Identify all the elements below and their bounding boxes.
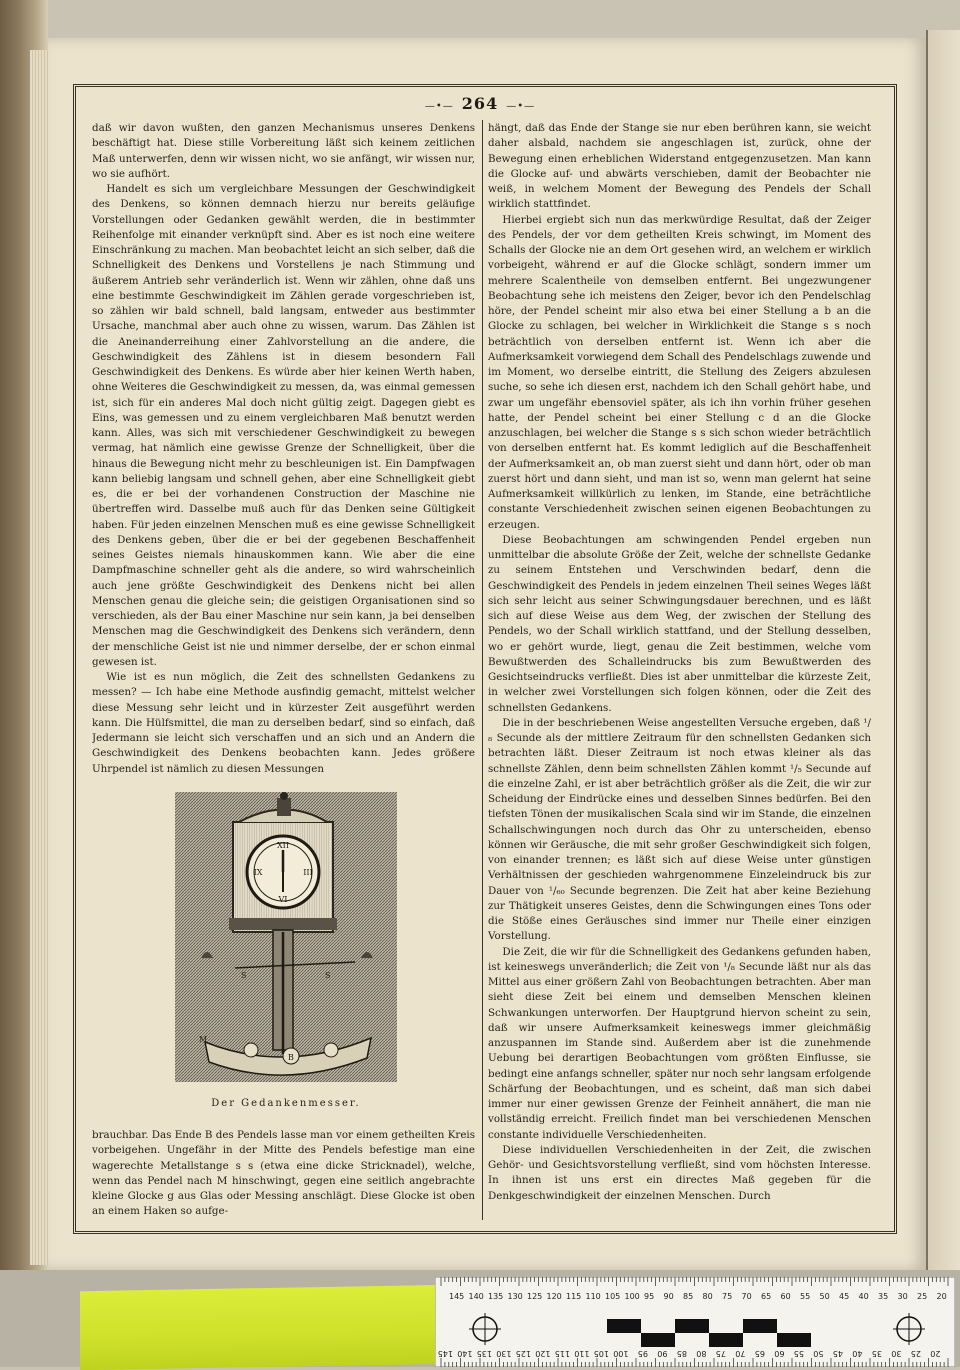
scale-block	[709, 1333, 743, 1347]
ornament-right: —•—	[506, 101, 536, 112]
scale-label: 110	[574, 1349, 590, 1358]
scale-label: 35	[871, 1349, 882, 1358]
scale-label: 140	[457, 1349, 473, 1358]
svg-text:M: M	[199, 1035, 208, 1044]
scale-label: 85	[676, 1349, 687, 1358]
scale-label: 80	[696, 1349, 707, 1358]
scale-label: 30	[891, 1349, 902, 1358]
scale-block	[743, 1319, 777, 1333]
scale-label: 60	[774, 1349, 785, 1358]
scale-label: 95	[644, 1292, 655, 1301]
scale-label: 140	[468, 1292, 484, 1301]
scale-label: 75	[722, 1292, 733, 1301]
scale-label: 125	[527, 1292, 543, 1301]
scale-label: 115	[554, 1349, 570, 1358]
scale-label: 130	[507, 1292, 523, 1301]
scale-block	[607, 1319, 641, 1333]
paragraph: daß wir davon wußten, den ganzen Mechanismus unseres Denkens beschäftigt hat. Diese stille Vorbereitung läßt sich keinem zeitlichen Maß unterwerfen, denn wir wissen nicht, wo sie anfängt, wir wissen nur, wo sie aufhört.	[92, 122, 475, 180]
facing-page-edge	[926, 30, 960, 1270]
page-number	[0, 94, 960, 113]
paragraph: Diese individuellen Verschiedenheiten in der Zeit, die zwischen Gehör- und Gesichtsvorstellung verfließt, sind vom höchsten Interesse. In ihnen ist uns erst ein directes Maß gegeben für die Denkgeschwindigkeit der einzelnen Menschen. Durch	[488, 1143, 871, 1202]
left-column-top	[92, 121, 475, 787]
scale-label: 25	[910, 1349, 921, 1358]
svg-text:XII: XII	[276, 841, 290, 850]
figure-thought-meter	[175, 792, 397, 1090]
scale-label: 50	[819, 1292, 830, 1301]
scale-label: 125	[515, 1349, 531, 1358]
paragraph: brauchbar. Das Ende B des Pendels lasse man vor einem getheilten Kreis vorbeigehen. Ungefähr in der Mitte des Pendels befestige man eine wagerechte Metallstange s s (etwa eine dicke Stricknadel), welche, wenn das Pendel nach M hinschwingt, gegen eine seitlich angebrachte kleine Glocke g aus Glas oder Messing anschlägt. Diese Glocke ist oben an einem Haken so aufge-	[92, 1129, 475, 1218]
scale-label: 55	[793, 1349, 804, 1358]
scale-label: 55	[800, 1292, 811, 1301]
page-number-text: 264	[461, 94, 499, 113]
scale-label: 100	[624, 1292, 640, 1301]
scale-label: 65	[761, 1292, 772, 1301]
pendulum-clock-engraving	[175, 792, 397, 1082]
measuring-scale	[435, 1277, 955, 1367]
paragraph: hängt, daß das Ende der Stange sie nur eben berühren kann, sie weicht daher alsbald, nachdem sie angeschlagen ist, zurück, ohne der Bewegung einen erheblichen Widerstand entgegenzusetzen. Man kann die Glocke auf- und abwärts verschieben, damit der Beobachter nie weiß, in welchem Moment der Bewegung des Pendels der Schall wirklich stattfindet.	[488, 122, 871, 211]
column-rule	[482, 120, 483, 1220]
scale-label: 40	[852, 1349, 863, 1358]
scale-label: 120	[546, 1292, 562, 1301]
scale-label: 80	[702, 1292, 713, 1301]
scale-label: 60	[780, 1292, 791, 1301]
svg-text:S: S	[325, 971, 331, 980]
scale-label: 70	[735, 1349, 746, 1358]
scale-label: 35	[878, 1292, 889, 1301]
svg-text:III: III	[303, 868, 313, 877]
scale-label: 135	[476, 1349, 492, 1358]
scale-label: 90	[663, 1292, 674, 1301]
scale-label: 30	[897, 1292, 908, 1301]
svg-text:IX: IX	[253, 868, 263, 877]
paragraph: Diese Beobachtungen am schwingenden Pendel ergeben nun unmittelbar die absolute Größe der Zeit, welche der schnellste Gedanke zu seinem Entstehen und Verschwinden bedarf, denn die Geschwindigkeit des Pendels in jedem einzelnen Theil seines Weges läßt sich sehr leicht aus seiner Schwingungsdauer berechnen, und es läßt sich auf diese Weise aus dem Weg, der zwischen der Stellung des Pendels, wo der Schall wirklich stattfand, und der Stellung desselben, wo er gehört wurde, liegt, genau die Zeit bestimmen, welche vom Bewußtwerden des Schalleindrucks bis zum Bewußtwerden des Gesichtseindrucks verfließt. Dies ist aber unmittelbar die kürzeste Zeit, in welcher zwei Vorstellungen sich folgen können, oder die Zeit des schnellsten Gedankens.	[488, 533, 871, 714]
left-column-bottom	[92, 1128, 475, 1220]
scale-label: 135	[488, 1292, 504, 1301]
scale-label: 110	[585, 1292, 601, 1301]
figure-caption: Der Gedankenmesser.	[211, 1098, 361, 1109]
scale-label: 75	[715, 1349, 726, 1358]
scale-label: 100	[613, 1349, 629, 1358]
svg-text:S: S	[241, 971, 247, 980]
svg-text:VI: VI	[278, 895, 288, 904]
paragraph: Die in der beschriebenen Weise angestellten Versuche ergeben, daß ¹/₈ Secunde als der mittlere Zeitraum für den schnellsten Gedanken sich betrachten läßt. Dieser Zeitraum ist noch etwas kleiner als das schnellste Zählen, denn beim schnellsten Zählen kommt ¹/₅ Secunde auf die einzelne Zahl, er ist aber beträchtlich größer als die Zeit, die wir zur Scheidung der Eindrücke eines und desselben Sinnes bedürfen. Bei den tiefsten Tönen der musikalischen Scala sind wir im Stande, die einzelnen Schallschwingungen noch durch das Ohr zu unterscheiden, ebenso können wir Geräusche, die mit sehr großer Geschwindigkeit sich folgen, von einander trennen; es läßt sich auf diese Weise unter günstigen Verhältnissen der geschieden wahrgenommene Einzeleindruck bis zur Dauer von ¹/₆₀ Secunde begrenzen. Die Zeit hat aber keine Beziehung zur Thätigkeit unseres Geistes, denn die Schwingungen eines Tons oder die Stöße eines Geräusches sind immer nur Theile einer einzigen Vorstellung.	[488, 716, 871, 943]
scale-label: 145	[449, 1292, 465, 1301]
scale-label: 45	[832, 1349, 843, 1358]
yellow-tape	[80, 1285, 450, 1370]
scale-label: 115	[566, 1292, 582, 1301]
scale-label: 105	[605, 1292, 621, 1301]
paragraph: Die Zeit, die wir für die Schnelligkeit des Gedankens gefunden haben, ist keineswegs unveränderlich; die Zeit von ¹/₈ Secunde läßt nur als das Mittel aus einer größern Zahl von Beobachtungen betrachten. Aber man sieht diese Zeit bei einem und demselben Menschen kleinen Schwankungen unterworfen. Der Hauptgrund hiervon scheint zu sein, daß wir unsere Aufmerksamkeit keineswegs immer gleichmäßig anzuspannen im Stande sind. Außerdem aber ist die zunehmende Uebung bei derartigen Beobachtungen vom größten Einflusse, sie bedingt eine anfangs schneller, später nur noch sehr langsam erfolgende Schärfung der Beobachtungen, und es scheint, daß man sich dabei immer nur einer gewissen Grenze der Feinheit annähert, die man nie vollständig erreicht. Freilich findet man bei verschiedenen Menschen constante individuelle Verschiedenheiten.	[488, 945, 871, 1141]
scale-label: 145	[437, 1349, 453, 1358]
paragraph: Hierbei ergiebt sich nun das merkwürdige Resultat, daß der Zeiger des Pendels, der vor dem getheilten Kreis schwingt, im Moment des Schalls der Glocke nie an dem Ort gesehen wird, an welchem er wirklich vorbeigeht, während er auf die Glocke schlägt, sondern immer um mehrere Scalentheile von demselben entfernt. Bei ungezwungener Beobachtung sehe ich meistens den Zeiger, bevor ich den Pendelschlag höre, der Pendel scheint mir also etwa bei einer Stellung a b an die Glocke zu schlagen, bei welcher in Wirklichkeit die Stange s s noch beträchtlich von derselben entfernt ist. Wenn ich aber die Aufmerksamkeit vorwiegend dem Schall des Pendelschlags zuwende und im Moment, wo derselbe eintritt, die Stellung des Zeigers abzulesen suche, so sehe ich diesen erst, nachdem ich den Schall gehört habe, und zwar um ungefähr ebensoviel später, als ich ihn vorhin früher gesehen hatte, der Pendel scheint bei einer Stellung c d an die Glocke anzuschlagen, bei welcher die Stange s s sich schon wieder beträchtlich von derselben entfernt hat. Es kommt lediglich auf die Beschaffenheit der Aufmerksamkeit an, ob man zuerst sieht und dann hört, oder ob man zuerst hört und dann sieht, und man ist so, wenn man gelernt hat seine Aufmerksamkeit willkürlich zu lenken, im Stande, eine beträchtliche constante Verschiedenheit zwischen seinen eigenen Beobachtungen zu erzeugen.	[488, 213, 871, 531]
scale-label: 25	[917, 1292, 928, 1301]
scale-label: 105	[593, 1349, 609, 1358]
scale-label: 120	[535, 1349, 551, 1358]
scale-block	[675, 1319, 709, 1333]
scale-block	[641, 1333, 675, 1347]
scale-label: 65	[754, 1349, 765, 1358]
scale-label: 20	[936, 1292, 947, 1301]
scale-label: 85	[683, 1292, 694, 1301]
scale-block	[777, 1333, 811, 1347]
scale-label: 95	[637, 1349, 648, 1358]
scale-label: 20	[930, 1349, 941, 1358]
svg-text:B: B	[288, 1053, 294, 1062]
paragraph: Handelt es sich um vergleichbare Messungen der Geschwindigkeit des Denkens, so können demnach hierzu nur bereits geläufige Vorstellungen oder Gedanken gewählt werden, die in bestimmter Reihenfolge mit einander verknüpft sind. Aber es ist noch eine weitere Einschränkung zu machen. Man beobachtet leicht an sich selber, daß die Schnelligkeit des Denkens und Vorstellens je nach Stimmung und äußerem Antrieb sehr veränderlich ist. Wenn wir zählen, ohne daß uns eine bestimmte Geschwindigkeit im Zählen gerade vorgeschrieben ist, so zählen wir bald schnell, bald langsam, entweder aus bestimmter Ursache, manchmal aber auch ohne zu wissen, warum. Das Zählen ist die Aneinanderreihung einer Zahlvorstellung an die andere, die Geschwindigkeit des Zählens ist in diesem besondern Fall Geschwindigkeit des Denkens. Es würde aber hier keinen Werth haben, ohne Weiteres die Geschwindigkeit zu messen, da, was einmal gemessen ist, sich für ein anderes Mal doch nicht gültig zeigt. Dagegen giebt es Eins, was gemessen und zu einem vergleichbaren Maß benutzt werden kann. Alles, was sich mit verschiedener Geschwindigkeit zu bewegen vermag, hat nämlich eine gewisse Grenze der Schnelligkeit, über die hinaus die Bewegung nicht mehr zu beschleunigen ist. Ein Dampfwagen kann beliebig langsam und schnell gehen, aber eine Schnelligkeit giebt es, die er bei der vorhandenen Construction der Maschine nie übertreffen wird. Dasselbe muß auch für das Denken seine Gültigkeit haben. Für jeden einzelnen Menschen muß es eine gewisse Schnelligkeit des Denkens geben, über die er bei der gegebenen Beschaffenheit seines Geistes niemals hinauskommen kann. Wie aber die eine Dampfmaschine schneller geht als die andere, so wird wahrscheinlich auch jene größte Geschwindigkeit des Denkens nicht bei allen Menschen genau die gleiche sein; die geistigen Organisationen sind so verschieden, als der Bau einer Maschine nur sein kann, ja bei denselben Menschen mag die Geschwindigkeit des Denkens sich verändern, denn der menschliche Geist ist nie und nimmer derselbe, der er schon einmal gewesen ist.	[92, 183, 475, 668]
scale-label: 90	[657, 1349, 668, 1358]
scale-label: 45	[839, 1292, 850, 1301]
right-column	[488, 121, 871, 1223]
scale-label: 70	[741, 1292, 752, 1301]
scale-label: 40	[858, 1292, 869, 1301]
ornament-left: —•—	[424, 101, 454, 112]
scale-label: 130	[496, 1349, 512, 1358]
scale-label: 50	[813, 1349, 824, 1358]
paragraph: Wie ist es nun möglich, die Zeit des schnellsten Gedankens zu messen? — Ich habe eine Methode ausfindig gemacht, mittelst welcher diese Messung sehr leicht und in kürzester Zeit ausgeführt werden kann. Die Hülfsmittel, die man zu derselben bedarf, sind so einfach, daß Jedermann sie leicht sich verschaffen und an sich und an Andern die Geschwindigkeit des Denkens beobachten kann. Jedes größere Uhrpendel ist nämlich zu diesen Messungen	[92, 671, 475, 775]
